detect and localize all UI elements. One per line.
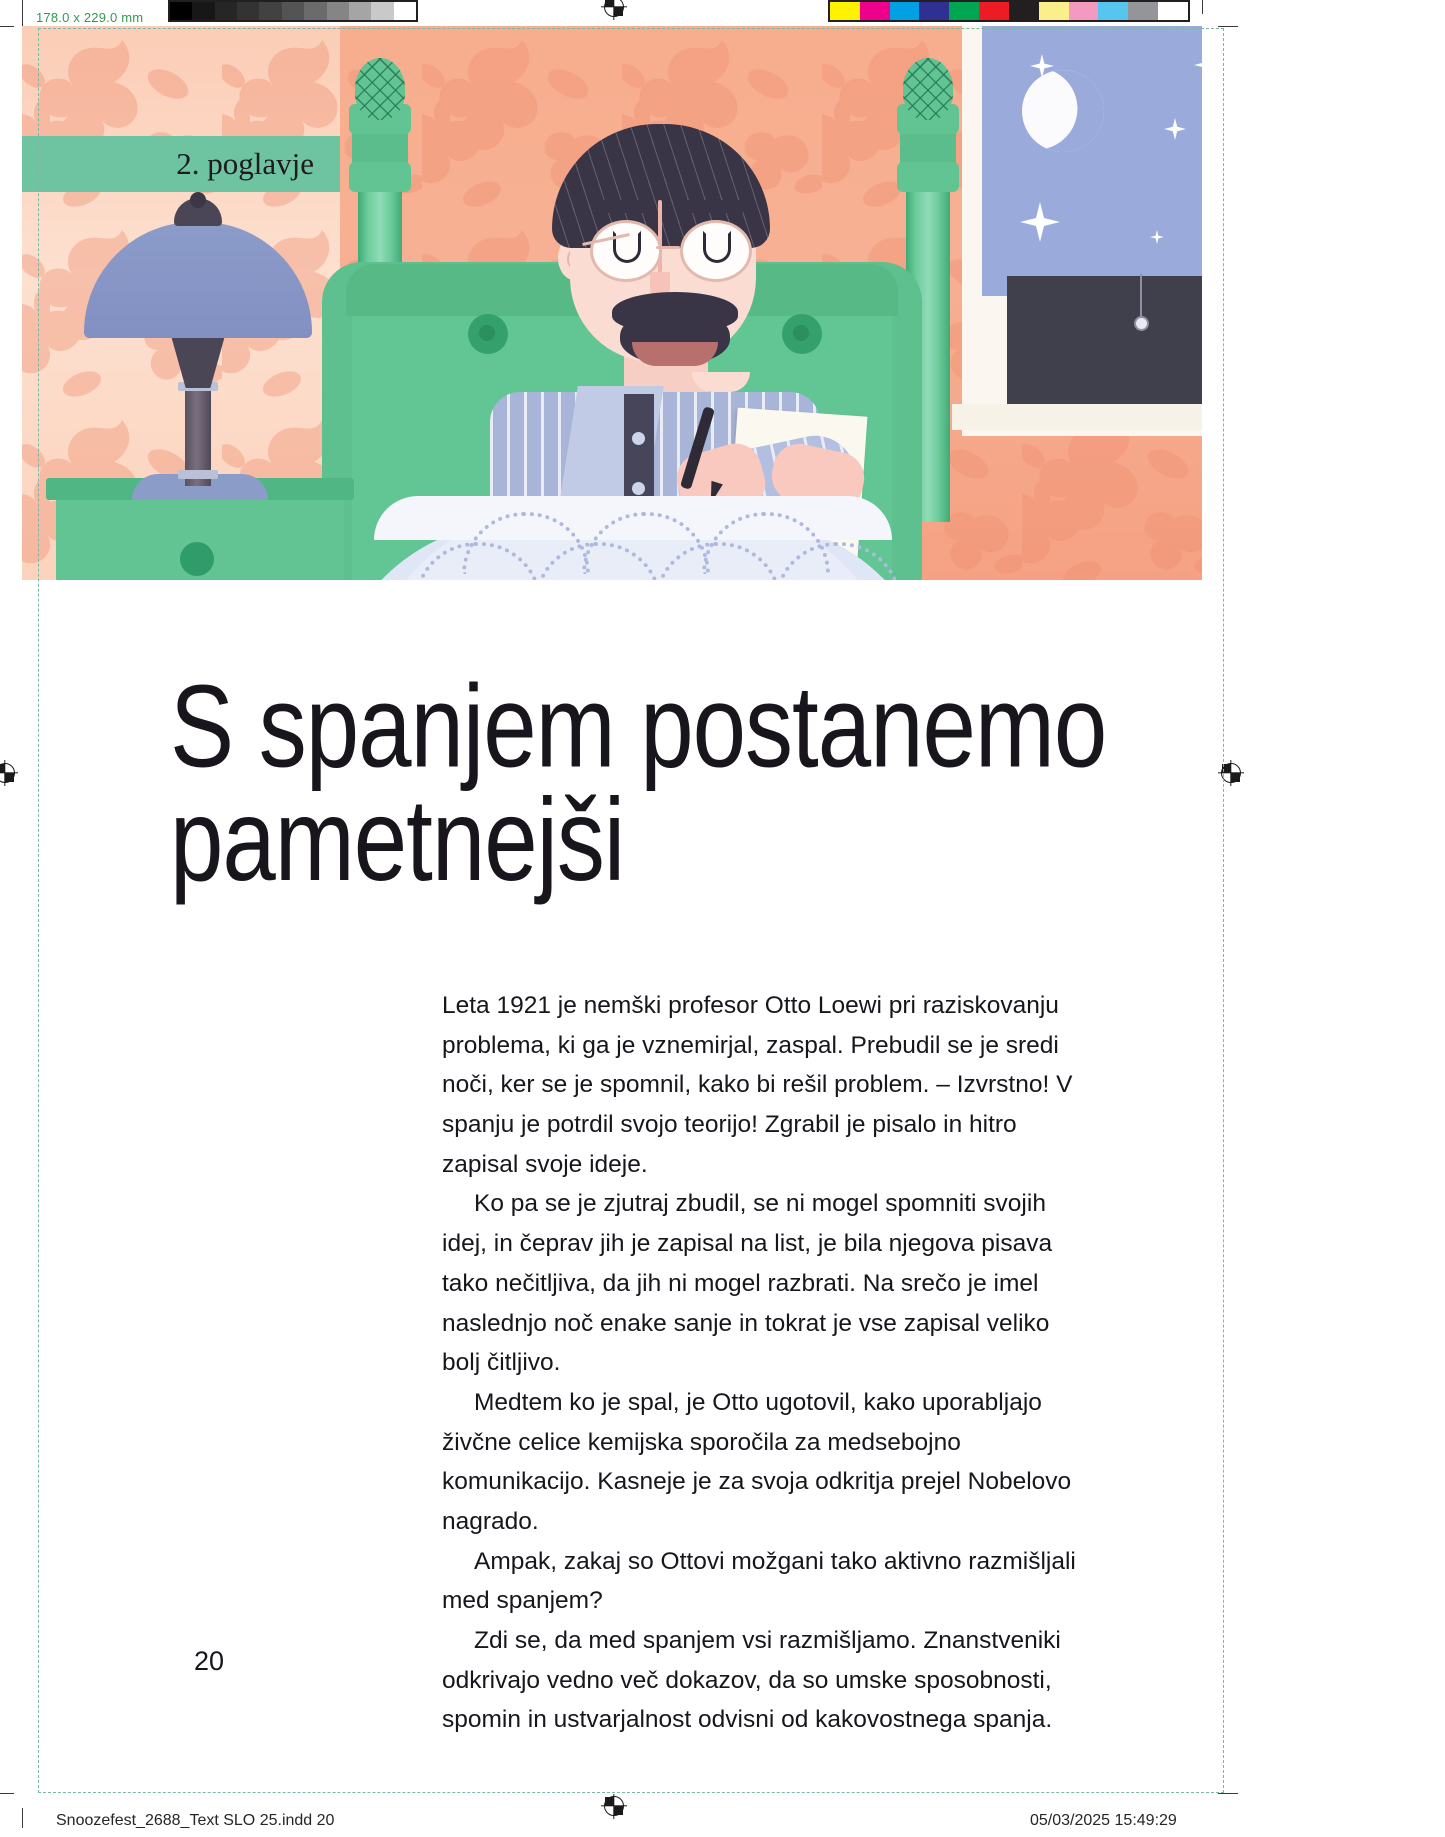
moon-icon [1011, 59, 1114, 162]
bed-post-finial-left [355, 58, 405, 120]
nightstand-drawer-knob [180, 542, 214, 576]
registration-mark-right [1218, 760, 1244, 786]
crop-mark [22, 1808, 23, 1828]
crop-mark [1218, 1793, 1238, 1794]
star-icon [1150, 230, 1164, 244]
star-icon [1194, 52, 1202, 78]
pajama-button [632, 432, 645, 445]
trim-size-label: 178.0 x 229.0 mm [36, 10, 144, 25]
page-title: S spanjem postanemo pametnejši [170, 661, 1107, 906]
color-control-strip [828, 0, 1190, 22]
slug-timestamp: 05/03/2025 15:49:29 [1030, 1812, 1177, 1829]
crop-mark [1202, 0, 1203, 14]
registration-mark-top [601, 0, 627, 20]
slug-filename: Snoozefest_2688_Text SLO 25.indd 20 [56, 1812, 335, 1829]
window-sill [952, 404, 1202, 430]
body-text-column [442, 986, 1090, 1740]
crop-mark [0, 26, 14, 27]
chapter-label: 2. poglavje [176, 146, 314, 181]
man-chin [692, 372, 750, 392]
grayscale-control-strip [168, 0, 418, 22]
eyeglass-lens-right [680, 220, 752, 282]
page-number: 20 [194, 1646, 225, 1676]
window-pull-knob [1134, 316, 1149, 331]
eyeglass-bridge [656, 246, 680, 249]
crop-mark [0, 1793, 14, 1794]
chapter-illustration [22, 26, 1202, 580]
paragraph: Medtem ko je spal, je Otto ugotovil, kako uporabljajo živčne celice kemijska sporočila za medsebojno komunikacijo. Kasneje je za svoja odkritja prejel Nobelovo nagrado. [442, 1388, 1072, 1535]
book-page [22, 26, 1202, 1794]
star-icon [1020, 202, 1060, 242]
man-eyebrow-right [682, 200, 746, 213]
registration-mark-bottom [601, 1793, 627, 1819]
lamp-ring-lower [178, 470, 218, 479]
bed-post-cap-left-lower [349, 162, 411, 192]
window-pull-cord [1140, 274, 1142, 320]
crop-mark [1218, 26, 1238, 27]
crop-mark [22, 14, 23, 26]
pajama-button [632, 482, 645, 495]
window-night-sky [982, 26, 1202, 296]
lamp-finial-dot [190, 192, 206, 208]
man-mouth-inner [632, 342, 718, 366]
registration-mark-left [0, 760, 18, 786]
crop-mark [22, 0, 23, 14]
star-icon [1164, 118, 1186, 140]
paragraph: Ampak, zakaj so Ottovi možgani tako aktivno razmišljali med spanjem? [442, 1547, 1076, 1615]
paragraph: Ko pa se je zjutraj zbudil, se ni mogel spomniti svojih idej, in čeprav jih je zapisal na list, je bila njegova pisava tako nečitljiva, da jih ni mogel razbrati. Na srečo je imel naslednjo noč enake sanje in tokrat je vse zapisal veliko bolj čitljivo. [442, 1190, 1053, 1377]
closed-eye-right [703, 231, 731, 263]
paragraph: Leta 1921 je nemški profesor Otto Loewi pri raziskovanju problema, ki ga je vznemirjal, zaspal. Prebudil se je sredi noči, ker se je spomnil, kako bi rešil problem. – Izvrstno! V spanju je potrdil svojo teorijo! Zgrabil je pisalo in hitro zapisal svoje ideje. [442, 992, 1073, 1178]
man-eyebrow-left [592, 200, 656, 213]
window-lower-pane [1007, 276, 1202, 408]
eyeglass-lens-left [590, 220, 662, 282]
paragraph: Zdi se, da med spanjem vsi razmišljamo. Znanstveniki odkrivajo vedno več dokazov, da so umske sposobnosti, spomin in ustvarjalnost odvisni od kakovostnega spanja. [442, 1627, 1061, 1734]
